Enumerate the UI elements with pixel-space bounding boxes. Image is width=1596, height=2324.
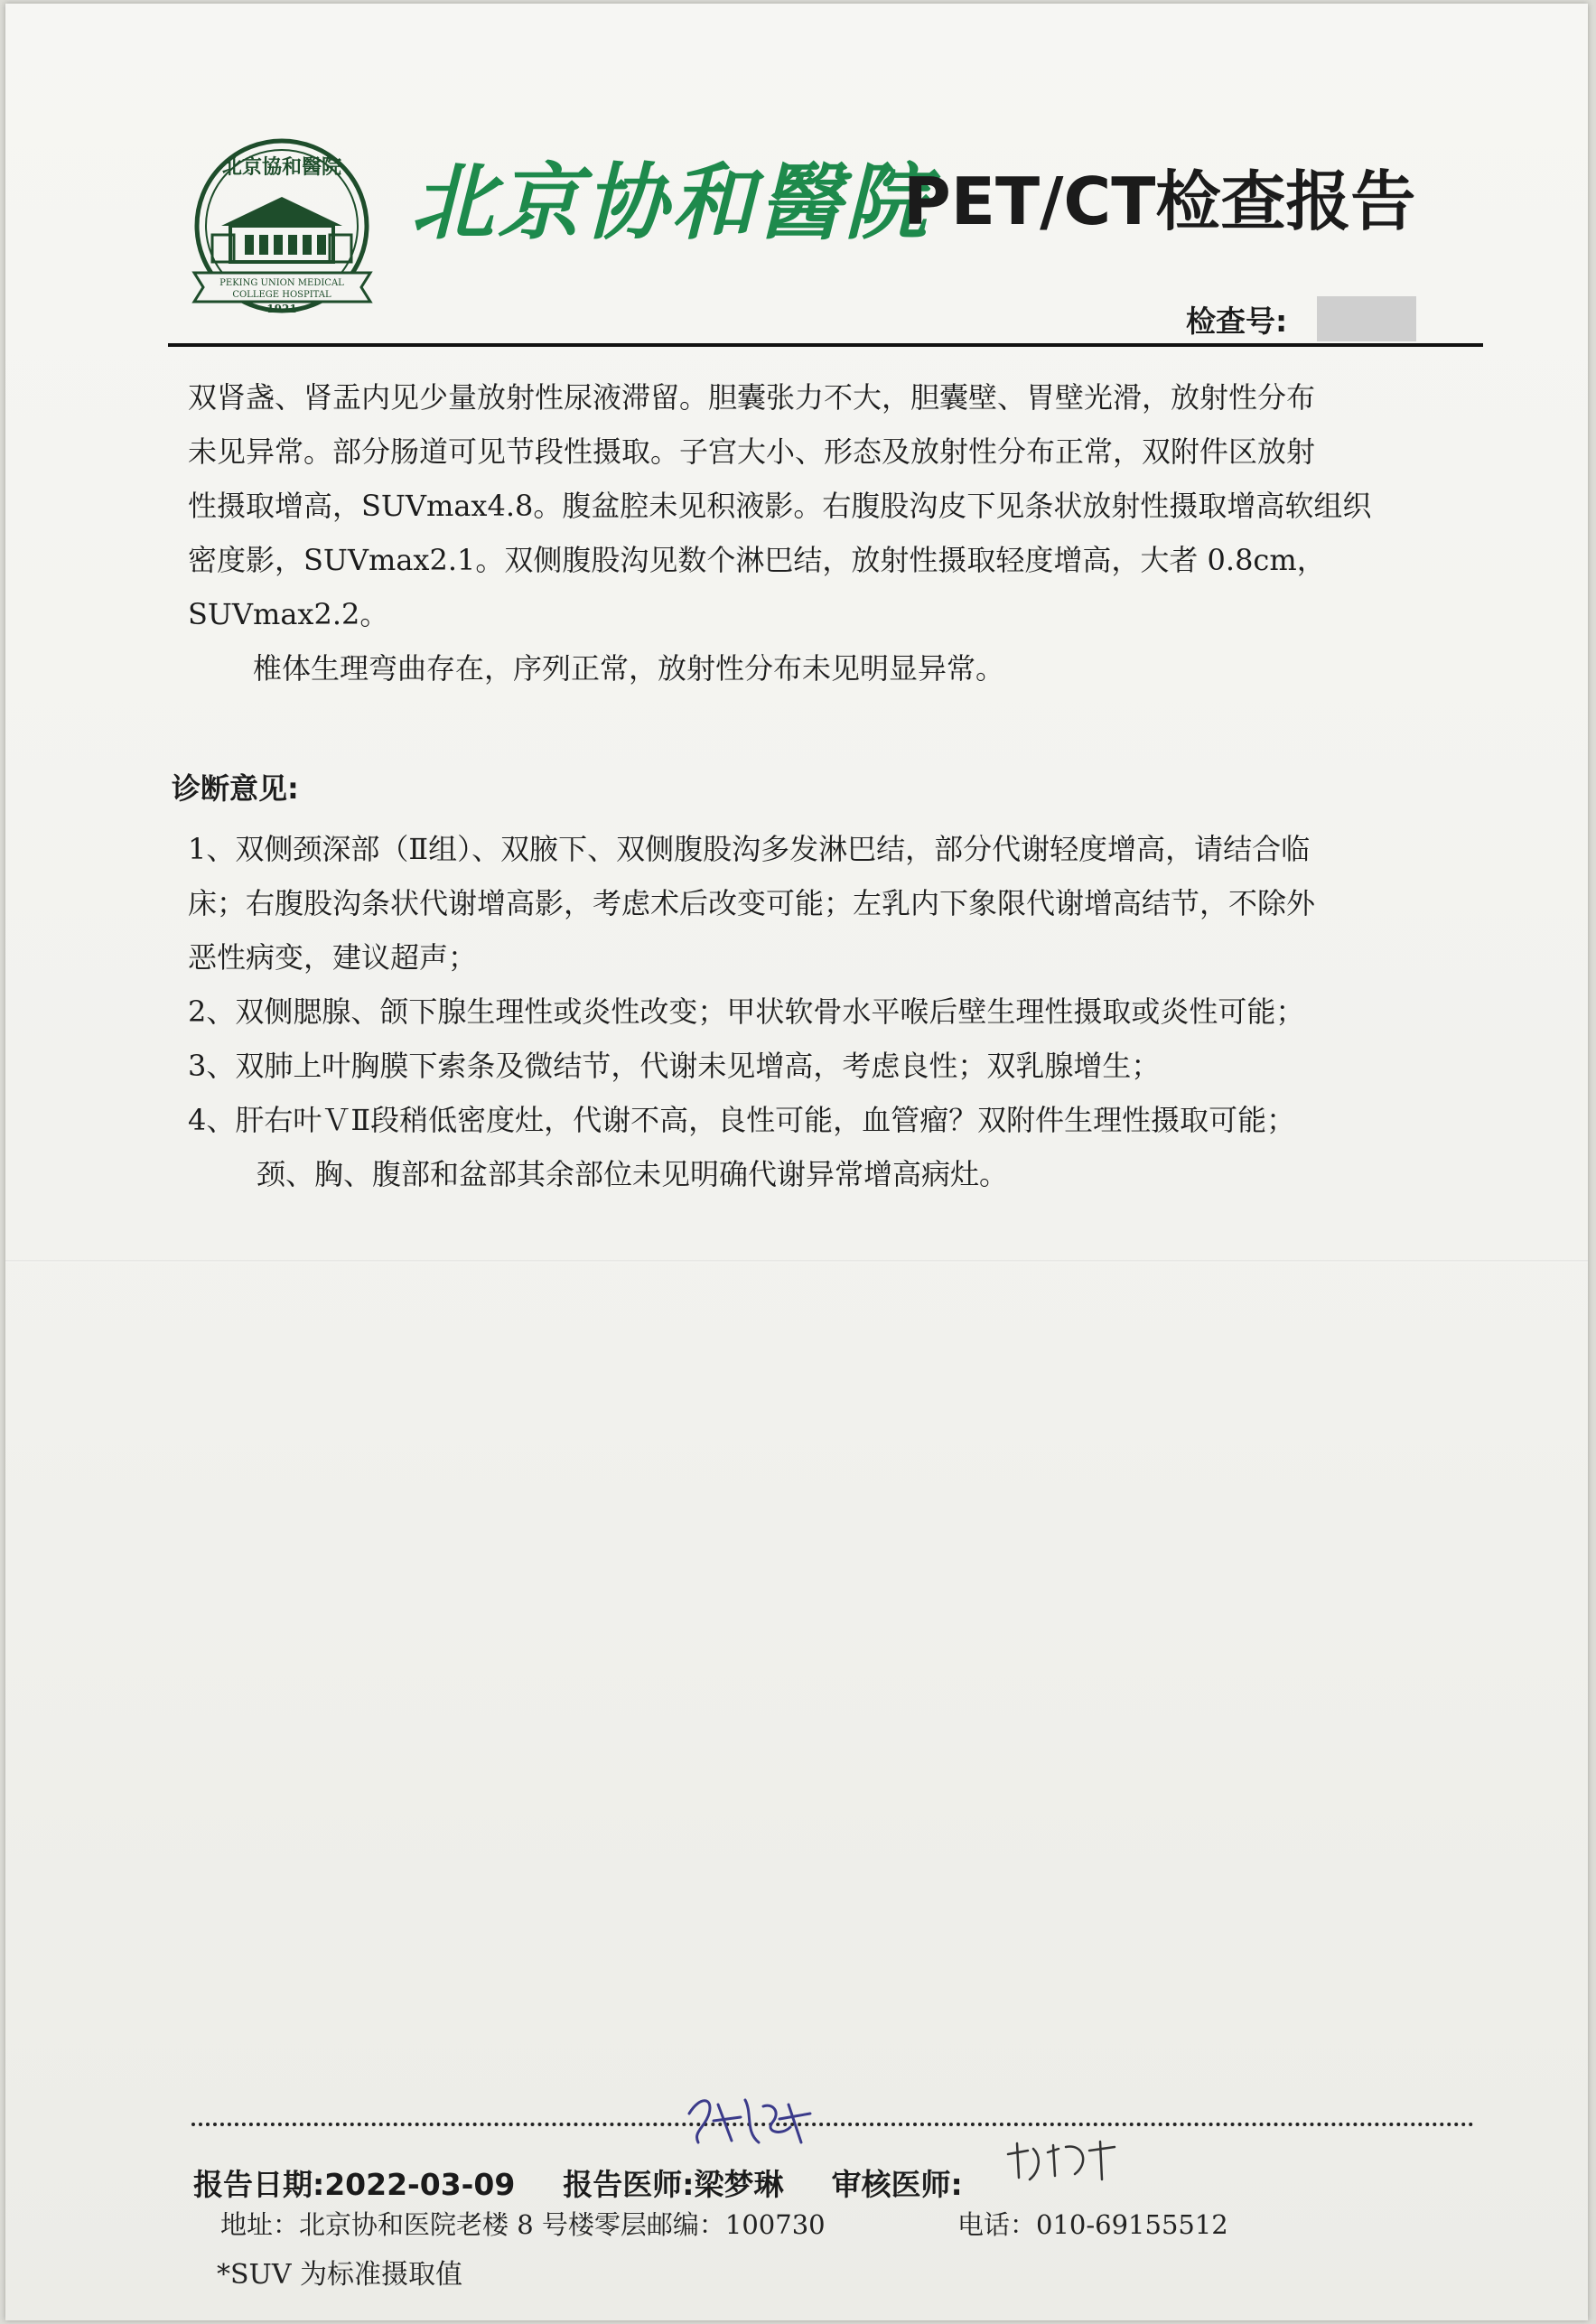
diagnosis-section	[188, 822, 1470, 1201]
hospital-name: 北京协和醫院	[411, 154, 932, 251]
report-footer	[193, 2162, 963, 2207]
findings-section	[188, 370, 1470, 695]
findings-line: SUVmax2.2。	[188, 597, 389, 631]
reviewer-signature	[1003, 2136, 1120, 2186]
reviewer-label: 审核医师:	[831, 2167, 963, 2202]
diagnosis-line: 床；右腹股沟条状代谢增高影，考虑术后改变可能；左乳内下象限代谢增高结节，不除外	[188, 886, 1316, 920]
suv-note: *SUV 为标准摄取值	[217, 2259, 463, 2291]
findings-line: 密度影，SUVmax2.1。双侧腹股沟见数个淋巴结，放射性摄取轻度增高，大者 0.8cm，	[188, 543, 1326, 577]
diagnosis-line: 颈、胸、腹部和盆部其余部位未见明确代谢异常增高病灶。	[257, 1157, 1009, 1191]
reporter-signature	[682, 2086, 817, 2159]
hospital-logo	[185, 135, 379, 316]
diagnosis-line: 2、双侧腮腺、颌下腺生理性或炎性改变；甲状软骨水平喉后壁生理性摄取或炎性可能；	[188, 994, 1305, 1029]
report-date-label: 报告日期:	[193, 2167, 325, 2202]
reporter-name: 梁梦琳	[694, 2167, 784, 2202]
paper-fold	[5, 1260, 1588, 1263]
logo-year: 1921	[266, 303, 297, 315]
header-divider	[168, 343, 1483, 347]
exam-number-label: 检查号:	[1186, 303, 1288, 339]
report-date: 2022-03-09	[324, 2167, 516, 2202]
diagnosis-line: 3、双肺上叶胸膜下索条及微结节，代谢未见增高，考虑良性；双乳腺增生；	[188, 1049, 1161, 1083]
findings-line: 椎体生理弯曲存在，序列正常，放射性分布未见明显异常。	[253, 651, 1005, 686]
logo-banner-line1: PEKING UNION MEDICAL	[219, 278, 344, 288]
footer-divider	[191, 2123, 1474, 2126]
findings-line: 性摄取增高，SUVmax4.8。腹盆腔未见积液影。右腹股沟皮下见条状放射性摄取增高软组织	[188, 489, 1372, 523]
diagnosis-line: 4、肝右叶ＶⅡ段稍低密度灶，代谢不高，良性可能，血管瘤？双附件生理性摄取可能；	[188, 1103, 1296, 1137]
diagnosis-title: 诊断意见:	[172, 771, 299, 806]
diagnosis-line: 1、双侧颈深部（Ⅱ组）、双腋下、双侧腹股沟多发淋巴结，部分代谢轻度增高，请结合临	[188, 832, 1311, 866]
report-title: PET/CT检查报告	[903, 163, 1416, 239]
exam-number-redacted	[1317, 296, 1416, 341]
logo-banner-line2: COLLEGE HOSPITAL	[232, 290, 331, 300]
logo-top-text: 北京協和醫院	[221, 155, 342, 179]
findings-line: 未见异常。部分肠道可见节段性摄取。子宫大小、形态及放射性分布正常，双附件区放射	[188, 434, 1316, 469]
diagnosis-line: 恶性病变，建议超声；	[188, 940, 478, 975]
hospital-phone: 电话：010-69155512	[957, 2209, 1228, 2240]
reporter-label: 报告医师:	[563, 2167, 695, 2202]
findings-line: 双肾盏、肾盂内见少量放射性尿液滞留。胆囊张力不大，胆囊壁、胃壁光滑，放射性分布	[188, 380, 1316, 415]
hospital-address: 地址：北京协和医院老楼 8 号楼零层邮编：100730	[220, 2209, 826, 2240]
